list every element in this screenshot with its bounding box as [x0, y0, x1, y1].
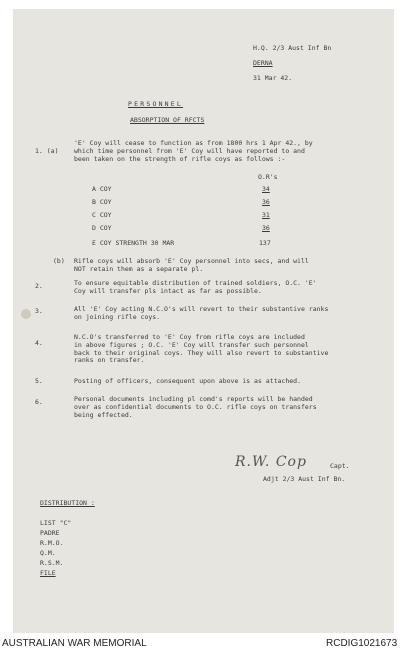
header-date: 31 Mar 42. — [253, 74, 293, 82]
para3-number: 3. — [35, 307, 43, 315]
distribution-item: FILE — [40, 569, 56, 577]
handwritten-signature: R.W. Cop — [235, 454, 307, 470]
distribution-item: PADRE — [40, 529, 60, 537]
para2-text: To ensure equitable distribution of trained soldiers, O.C. 'E' Coy will transfer pls intact as far as possible. — [74, 279, 317, 295]
strength-row-value: 31 — [262, 211, 270, 219]
para6-text: Personal documents including pl comd's reports will be handed over as confidential documents to O.C. rifle coys on transfers being effected. — [74, 395, 317, 419]
distribution-heading: DISTRIBUTION : — [40, 499, 95, 507]
header-unit: H.Q. 2/3 Aust Inf Bn — [253, 44, 332, 52]
signature-appointment: Adjt 2/3 Aust Inf Bn. — [263, 475, 346, 483]
strength-row-label: B COY — [92, 198, 112, 206]
para3-text: All 'E' Coy acting N.C.O's will revert to their substantive ranks on joining rifle coys. — [74, 305, 329, 321]
para6-number: 6. — [35, 398, 43, 406]
strength-row-value: 34 — [262, 185, 270, 193]
punch-hole — [21, 309, 31, 319]
para1b-text: Rifle coys will absorb 'E' Coy personnel into secs, and will NOT retain them as a separate pl. — [74, 257, 309, 273]
archive-reference: RCDIG1021673 — [326, 638, 398, 649]
distribution-item: LIST "C" — [40, 519, 72, 527]
strength-row-value: 36 — [262, 224, 270, 232]
para1-number: 1. (a) — [35, 147, 59, 155]
doc-subtitle: ABSORPTION OF RFCTS — [130, 116, 205, 124]
header-place: DERNA — [253, 59, 273, 67]
archive-credit: AUSTRALIAN WAR MEMORIAL — [2, 638, 147, 649]
distribution-item: R.S.M. — [40, 559, 64, 567]
strength-col-header: O.R's — [258, 173, 278, 181]
strength-row-label: D COY — [92, 224, 112, 232]
strength-row-label: C COY — [92, 211, 112, 219]
para2-number: 2. — [35, 282, 43, 290]
distribution-item: Q.M. — [40, 549, 56, 557]
strength-row-label: A COY — [92, 185, 112, 193]
para1b-number: (b) — [53, 257, 65, 265]
para4-text: N.C.O's transferred to 'E' Coy from rifle coys are included in above figures ; O.C. 'E' Coy will transfer such personnel back to their original coys. They will also revert to substantive ranks on transfer. — [74, 333, 329, 365]
strength-row-value: 36 — [262, 198, 270, 206]
signature-rank: Capt. — [330, 462, 350, 470]
strength-total-label: E COY STRENGTH 30 MAR — [92, 239, 175, 247]
distribution-item: R.M.O. — [40, 539, 64, 547]
para1-text: 'E' Coy will cease to function as from 1800 hrs 1 Apr 42., by which time personnel from 'E' Coy will have reported to and been taken on the strength of rifle coys as follows :- — [74, 139, 313, 163]
para5-number: 5. — [35, 377, 43, 385]
strength-total-value: 137 — [259, 239, 271, 247]
para4-number: 4. — [35, 339, 43, 347]
doc-title: PERSONNEL — [128, 100, 184, 108]
para5-text: Posting of officers, consequent upon above is as attached. — [74, 377, 301, 385]
